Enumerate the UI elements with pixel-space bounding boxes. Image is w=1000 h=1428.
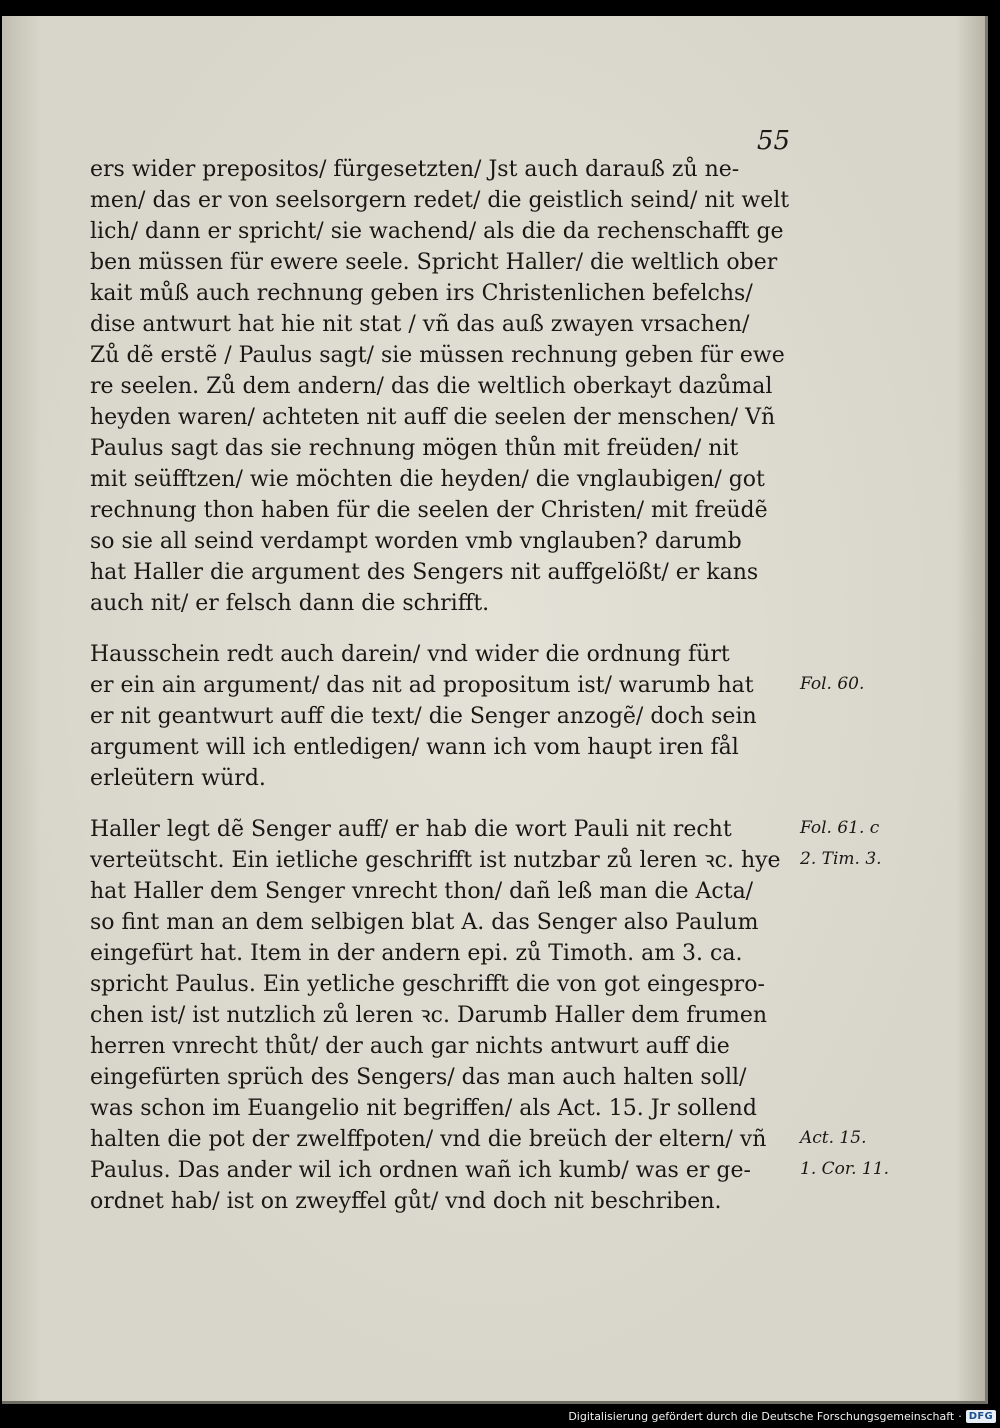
text-line: auch nit/ er felsch dann die schrifft. bbox=[90, 591, 490, 616]
text-line: verteütscht. Ein ietliche geschrifft ist nutzbar zů leren ꝛc. hye bbox=[90, 848, 781, 873]
text-line: ers wider prepositos/ fürgesetzten/ Jst auch darauß zů ne- bbox=[90, 157, 740, 182]
text-line: Paulus sagt das sie rechnung mögen thůn mit freüden/ nit bbox=[90, 436, 739, 461]
text-line: erleütern würd. bbox=[90, 766, 266, 791]
folio-number: 55 bbox=[756, 126, 790, 156]
footer-credit-bar: Digitalisierung gefördert durch die Deutsche Forschungsgemeinschaft · DFG bbox=[568, 1406, 996, 1426]
body-text bbox=[90, 154, 800, 1217]
text-line: eingefürt hat. Item in der andern epi. zů Timoth. am 3. ca. bbox=[90, 941, 743, 966]
text-line: so sie all seind verdampt worden vmb vnglauben? darumb bbox=[90, 529, 742, 554]
funding-credit: Digitalisierung gefördert durch die Deutsche Forschungsgemeinschaft bbox=[568, 1409, 955, 1423]
dfg-logo: DFG bbox=[966, 1410, 996, 1423]
text-line: Haller legt dẽ Senger auff/ er hab die wort Pauli nit recht bbox=[90, 817, 732, 842]
text-line: so fint man an dem selbigen blat A. das Senger also Paulum bbox=[90, 910, 759, 935]
text-line: Zů dẽ erstẽ / Paulus sagt/ sie müssen rechnung geben für ewe bbox=[90, 343, 785, 368]
text-line: was schon im Euangelio nit begriffen/ als Act. 15. Jr sollend bbox=[90, 1096, 757, 1121]
text-line: spricht Paulus. Ein yetliche geschrifft die von got eingespro- bbox=[90, 972, 765, 997]
text-line: dise antwurt hat hie nit stat / vñ das auß zwayen vrsachen/ bbox=[90, 312, 750, 337]
text-line: chen ist/ ist nutzlich zů leren ꝛc. Darumb Haller dem frumen bbox=[90, 1003, 768, 1028]
margin-note: 2. Tim. 3. bbox=[800, 849, 882, 869]
paragraph-gap bbox=[90, 619, 800, 639]
paragraph-gap bbox=[90, 794, 800, 814]
text-line: heyden waren/ achteten nit auff die seelen der menschen/ Vñ bbox=[90, 405, 776, 430]
text-line: argument will ich entledigen/ wann ich vom haupt iren fål bbox=[90, 735, 739, 760]
text-line: Hausschein redt auch darein/ vnd wider die ordnung fürt bbox=[90, 642, 730, 667]
text-line: halten die pot der zwelffpoten/ vnd die breüch der eltern/ vñ bbox=[90, 1127, 767, 1152]
text-line: men/ das er von seelsorgern redet/ die geistlich seind/ nit welt bbox=[90, 188, 790, 213]
text-line: herren vnrecht thůt/ der auch gar nichts antwurt auff die bbox=[90, 1034, 730, 1059]
margin-note: Fol. 60. bbox=[800, 674, 865, 694]
margin-note: 1. Cor. 11. bbox=[800, 1159, 889, 1179]
text-line: er ein ain argument/ das nit ad propositum ist/ warumb hat bbox=[90, 673, 754, 698]
text-line: hat Haller die argument des Sengers nit auffgelößt/ er kans bbox=[90, 560, 759, 585]
text-line: ordnet hab/ ist on zweyffel gůt/ vnd doch nit beschriben. bbox=[90, 1189, 722, 1214]
text-line: rechnung thon haben für die seelen der Christen/ mit freüdẽ bbox=[90, 498, 768, 523]
text-line: lich/ dann er spricht/ sie wachend/ als die da rechenschafft ge bbox=[90, 219, 784, 244]
margin-note: Fol. 61. c bbox=[800, 818, 880, 838]
text-line: er nit geantwurt auff die text/ die Senger anzogẽ/ doch sein bbox=[90, 704, 757, 729]
scanned-page bbox=[2, 16, 988, 1404]
text-line: eingefürten sprüch des Sengers/ das man auch halten soll/ bbox=[90, 1065, 747, 1090]
margin-note: Act. 15. bbox=[800, 1128, 867, 1148]
text-line: kait můß auch rechnung geben irs Christenlichen befelchs/ bbox=[90, 281, 753, 306]
text-line: Paulus. Das ander wil ich ordnen wañ ich kumb/ was er ge- bbox=[90, 1158, 751, 1183]
text-line: mit seüfftzen/ wie möchten die heyden/ die vnglaubigen/ got bbox=[90, 467, 765, 492]
text-line: re seelen. Zů dem andern/ das die weltlich oberkayt dazůmal bbox=[90, 374, 773, 399]
text-line: ben müssen für ewere seele. Spricht Haller/ die weltlich ober bbox=[90, 250, 778, 275]
text-line: hat Haller dem Senger vnrecht thon/ dañ leß man die Acta/ bbox=[90, 879, 754, 904]
